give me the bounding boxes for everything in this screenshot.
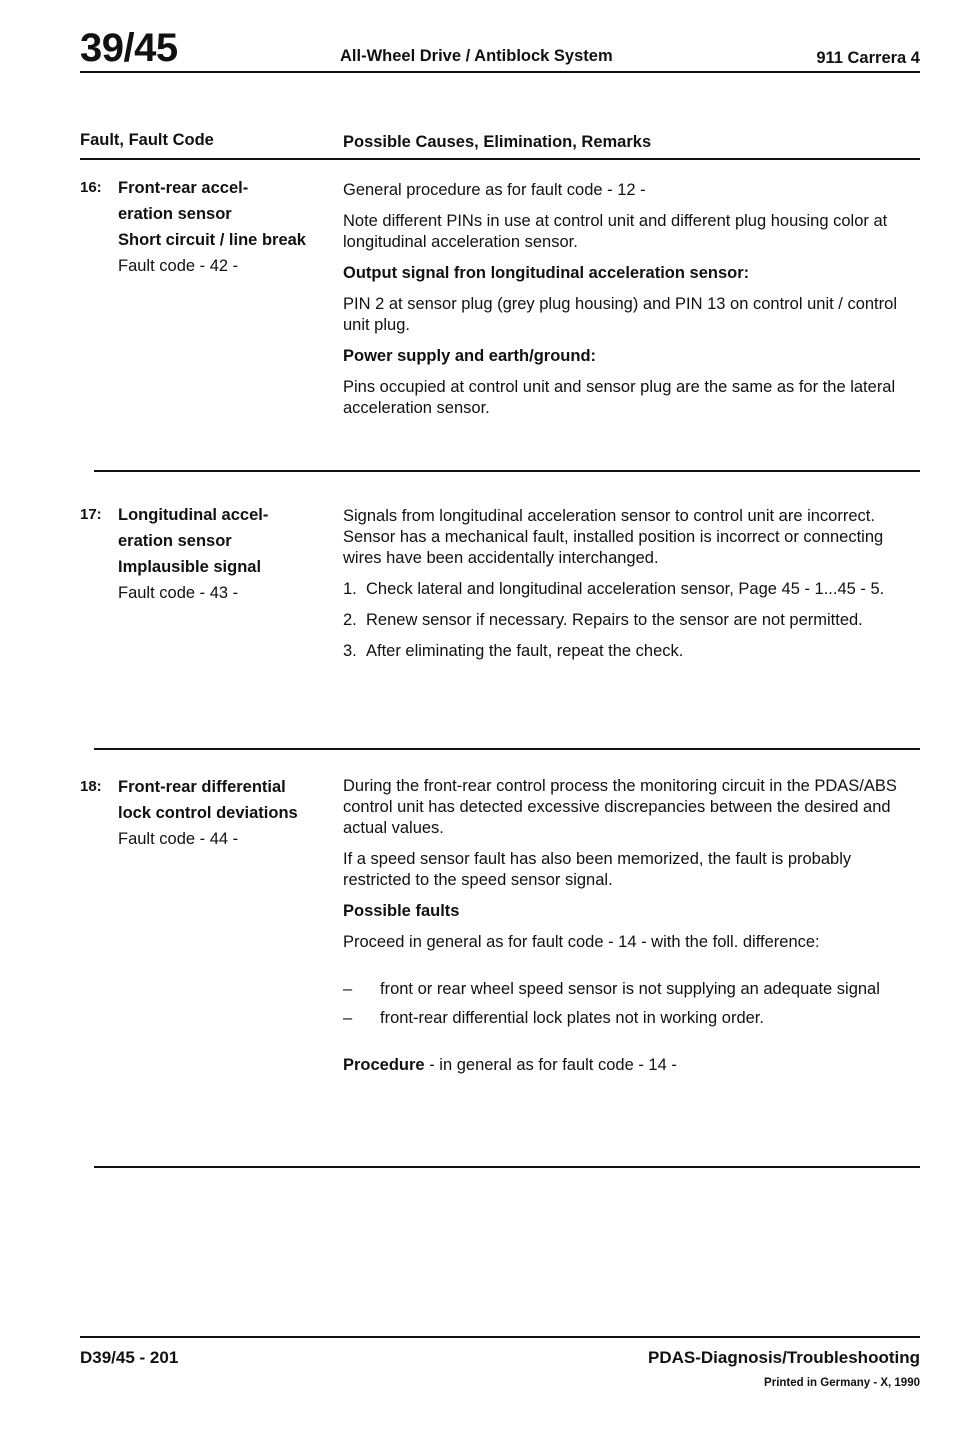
procedure-line	[343, 1055, 918, 1076]
print-info: Printed in Germany - X, 1990	[764, 1377, 920, 1389]
remark-paragraph: Pins occupied at control unit and sensor plug are the same as for the lateral acceleration sensor.	[343, 378, 896, 417]
fault-label-line: eration sensor	[118, 532, 232, 550]
section-divider	[94, 470, 920, 472]
right-column-heading: Possible Causes, Elimination, Remarks	[343, 133, 652, 151]
step-number: 3.	[343, 642, 357, 660]
remark-subheading: Power supply and earth/ground:	[343, 347, 597, 365]
procedure-label: Procedure	[343, 1056, 425, 1074]
step-text: Check lateral and longitudinal acceleration sensor, Page 45 - 1...45 - 5.	[366, 580, 885, 598]
fault-label-line: Short circuit / line break	[118, 231, 306, 249]
procedure-text: - in general as for fault code - 14 -	[424, 1056, 677, 1074]
fault-code: Fault code - 42 -	[118, 257, 239, 275]
dash-bullet: –	[343, 1009, 353, 1027]
left-column-heading: Fault, Fault Code	[80, 131, 214, 149]
fault-number: 18:	[80, 778, 102, 795]
step-item	[343, 610, 918, 631]
fault-18-remarks	[343, 776, 918, 1086]
remark-paragraph: Note different PINs in use at control unit and different plug housing color at longitudinal acceleration sensor.	[343, 212, 888, 251]
fault-label-line: Front-rear differential	[118, 778, 286, 796]
step-text: After eliminating the fault, repeat the check.	[366, 642, 684, 660]
dash-item-text: front-rear differential lock plates not in working order.	[380, 1009, 764, 1027]
dash-list-item	[343, 979, 918, 1000]
fault-code: Fault code - 44 -	[118, 830, 239, 848]
remark-subheading: Output signal fron longitudinal acceleration sensor:	[343, 264, 750, 282]
section-divider	[94, 1166, 920, 1168]
footer-rule	[80, 1336, 920, 1338]
fault-17-remarks	[343, 506, 918, 672]
header-rule	[80, 71, 920, 73]
remark-paragraph: During the front-rear control process the monitoring circuit in the PDAS/ABS control unit has detected excessive discrepancies between the desired and actual values.	[343, 777, 897, 837]
section-title: PDAS-Diagnosis/Troubleshooting	[647, 1348, 920, 1367]
step-number: 1.	[343, 580, 357, 598]
step-item	[343, 641, 918, 662]
dash-list-item	[343, 1008, 918, 1029]
step-text: Renew sensor if necessary. Repairs to the sensor are not permitted.	[366, 611, 863, 629]
fault-number: 17:	[80, 506, 102, 523]
fault-number: 16:	[80, 179, 102, 196]
fault-label-line: Front-rear accel-	[118, 179, 249, 197]
fault-label-line: eration sensor	[118, 205, 232, 223]
page-number: D39/45 - 201	[80, 1348, 179, 1367]
column-heading-rule	[80, 158, 920, 160]
step-item	[343, 579, 918, 600]
group-number: 39/45	[80, 26, 178, 70]
section-divider	[94, 748, 920, 750]
remark-paragraph: Proceed in general as for fault code - 14 - with the foll. difference:	[343, 933, 820, 951]
dash-bullet: –	[343, 980, 353, 998]
remark-paragraph: PIN 2 at sensor plug (grey plug housing) and PIN 13 on control unit / control unit plug.	[343, 295, 897, 334]
fault-label-line: Longitudinal accel-	[118, 506, 269, 524]
remark-paragraph: If a speed sensor fault has also been memorized, the fault is probably restricted to the speed sensor signal.	[343, 850, 852, 889]
step-number: 2.	[343, 611, 357, 629]
model-name: 911 Carrera 4	[816, 49, 920, 67]
fault-label-line: Implausible signal	[118, 558, 262, 576]
remark-paragraph: General procedure as for fault code - 12 -	[343, 181, 646, 199]
fault-16-remarks	[343, 180, 918, 429]
remark-subheading: Possible faults	[343, 902, 460, 920]
dash-item-text: front or rear wheel speed sensor is not supplying an adequate signal	[380, 980, 880, 998]
manual-title: All-Wheel Drive / Antiblock System	[340, 47, 613, 65]
fault-label-line: lock control deviations	[118, 804, 298, 822]
fault-code: Fault code - 43 -	[118, 584, 239, 602]
remark-paragraph: Signals from longitudinal acceleration sensor to control unit are incorrect. Sensor has a mechanical fault, installed position is incorrect or connecting wires have been accidentally interchanged.	[343, 507, 884, 567]
